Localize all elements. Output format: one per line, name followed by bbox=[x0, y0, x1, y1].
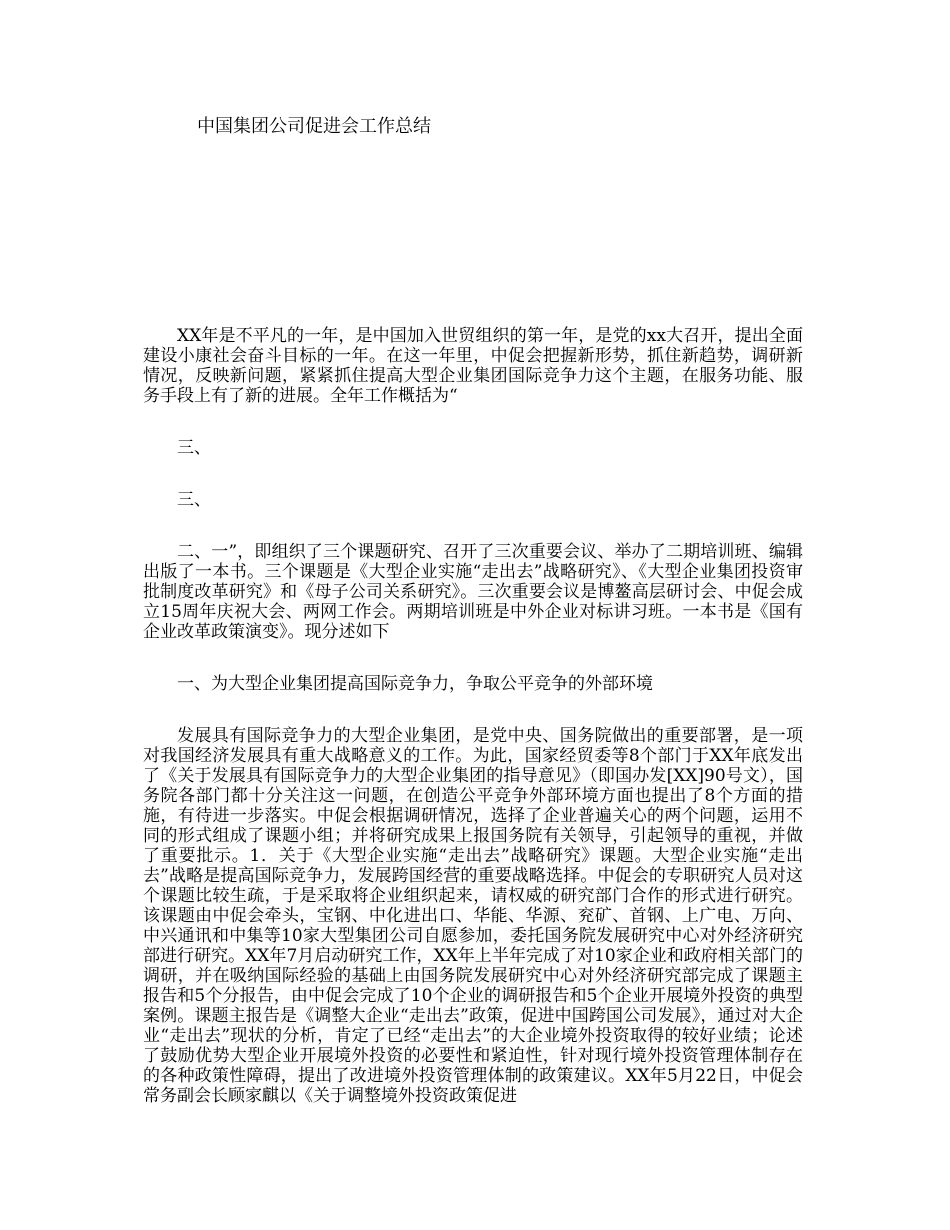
section-heading-one: 一、为大型企业集团提高国际竞争力，争取公平竞争的外部环境 bbox=[177, 674, 653, 694]
paragraph-section-one-body: 发展具有国际竞争力的大型企业集团，是党中央、国务院做出的重要部署，是一项对我国经济发展具有重大战略意义的工作。为此，国家经贸委等8个部门于XX年底发出了《关于发展具有国际竞争力的大型企业集团的指导意见》（即国办发[XX]90号文），国务院各部门都十分关注这一问题，在创造公平竞争外部环境方面也提出了8个方面的措施，有待进一步落实。中促会根据调研情况，选择了企业普遍关心的两个问题，运用不同的形式组成了课题小组；并将研究成果上报国务院有关领导，引起领导的重视，并做了重要批示。1．关于《大型企业实施“走出去”战略研究》课题。大型企业实施“走出去”战略是提高国际竞争力，发展跨国经营的重要战略选择。中促会的专职研究人员对这个课题比较生疏，于是采取将企业组织起来，请权威的研究部门合作的形式进行研究。该课题由中促会牵头，宝钢、中化进出口、华能、华源、兖矿、首钢、上广电、万向、中兴通讯和中集等10家大型集团公司自愿参加，委托国务院发展研究中心对外经济研究部进行研究。XX年7月启动研究工作，XX年上半年完成了对10家企业和政府相关部门的调研，并在吸纳国际经验的基础上由国务院发展研究中心对外经济研究部完成了课题主报告和5个分报告，由中促会完成了10个企业的调研报告和5个企业开展境外投资的典型案例。课题主报告是《调整大企业“走出去”政策，促进中国跨国公司发展》，通过对大企业“走出去”现状的分析，肯定了已经“走出去”的大企业境外投资取得的较好业绩；论述了鼓励优势大型企业开展境外投资的必要性和紧迫性，针对现行境外投资管理体制存在的各种政策性障碍，提出了改进境外投资管理体制的政策建议。XX年5月22日，中促会常务副会长顾家麒以《关于调整境外投资政策促进 bbox=[143, 726, 803, 1106]
paragraph-gap bbox=[143, 510, 803, 542]
paragraph-gap bbox=[143, 642, 803, 674]
paragraph-item-three-b: 三、 bbox=[177, 490, 211, 510]
paragraph-gap bbox=[143, 458, 803, 490]
paragraph-summary: 二、一”，即组织了三个课题研究、召开了三次重要会议、举办了二期培训班、编辑出版了一本书。三个课题是《大型企业实施“走出去”战略研究》、《大型企业集团投资审批制度改革研究》和《母子公司关系研究》。三次重要会议是博鳌高层研讨会、中促会成立15周年庆祝大会、两网工作会。两期培训班是中外企业对标讲习班。一本书是《国有企业改革政策演变》。现分述如下 bbox=[143, 542, 803, 642]
paragraph-intro: XX年是不平凡的一年，是中国加入世贸组织的第一年，是党的xx大召开，提出全面建设小康社会奋斗目标的一年。在这一年里，中促会把握新形势，抓住新趋势，调研新情况，反映新问题，紧紧抓住提高大型企业集团国际竞争力这个主题，在服务功能、服务手段上有了新的进展。全年工作概括为“ bbox=[143, 326, 803, 406]
document-body bbox=[143, 326, 803, 1106]
paragraph-gap bbox=[143, 406, 803, 438]
document-title: 中国集团公司促进会工作总结 bbox=[197, 116, 431, 137]
paragraph-item-three-a: 三、 bbox=[177, 438, 211, 458]
paragraph-gap bbox=[143, 694, 803, 726]
